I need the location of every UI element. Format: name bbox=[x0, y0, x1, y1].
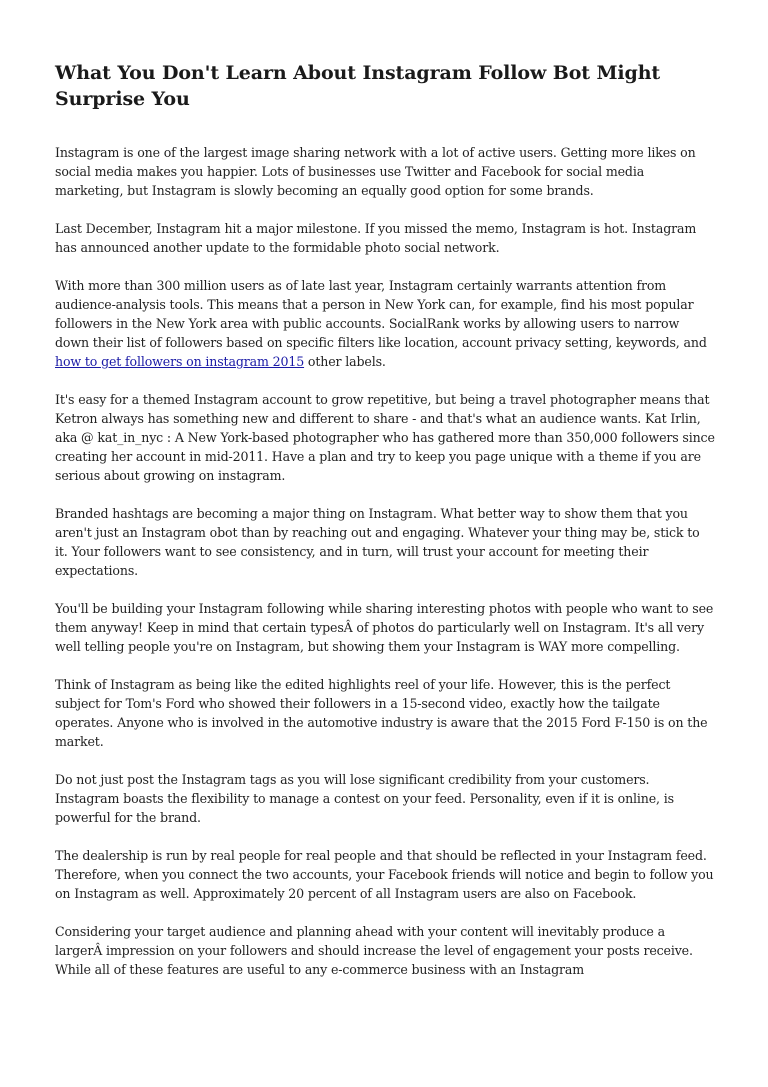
page-title: What You Don't Learn About Instagram Follow Bot Might Surprise You bbox=[55, 62, 661, 110]
paragraph-6: You'll be building your Instagram following while sharing interesting photos with people who want to see them anyway! Keep in mind that certain typesÂ of photos do particularly well on Instagram. It's all very well telling people you're on Instagram, but showing them your Instagram is WAY more compelling. bbox=[55, 601, 714, 654]
paragraph-9: The dealership is run by real people for real people and that should be reflected in your Instagram feed. Therefore, when you connect the two accounts, your Facebook friends will notice and begin to follow you on Instagram as well. Approximately 20 percent of all Instagram users are also on Facebook. bbox=[55, 848, 714, 901]
paragraph-3 bbox=[55, 276, 715, 371]
followers-link[interactable]: how to get followers on instagram 2015 bbox=[55, 354, 305, 369]
paragraph-4: It's easy for a themed Instagram account to grow repetitive, but being a travel photographer means that Ketron always has something new and different to share - and that's what an audience wants. Kat Irlin, aka @ kat_in_nyc : A New York-based photographer who has gathered more than 350,000 followers since creating her account in mid-2011. Have a plan and try to keep you page unique with a theme if you are serious about growing on instagram. bbox=[55, 392, 715, 483]
document-page bbox=[55, 60, 715, 998]
paragraph-1: Instagram is one of the largest image sharing network with a lot of active users. Getting more likes on social media makes you happier. Lots of businesses use Twitter and Facebook for social media marketing, but Instagram is slowly becoming an equally good option for some brands. bbox=[55, 145, 696, 198]
paragraph-5: Branded hashtags are becoming a major thing on Instagram. What better way to show them that you aren't just an Instagram obot than by reaching out and engaging. Whatever your thing may be, stick to it. Your followers want to see consistency, and in turn, will trust your account for meeting their expectations. bbox=[55, 506, 700, 578]
paragraph-3-text-start: With more than 300 million users as of late last year, Instagram certainly warrants attention from audience-analysis tools. This means that a person in New York can, for example, find his most popular followers in the New York area with public accounts. SocialRank works by allowing users to narrow down their list of followers based on specific filters like location, account privacy setting, keywords, and bbox=[55, 278, 707, 350]
paragraph-7: Think of Instagram as being like the edited highlights reel of your life. However, this is the perfect subject for Tom's Ford who showed their followers in a 15-second video, exactly how the tailgate operates. Anyone who is involved in the automotive industry is aware that the 2015 Ford F-150 is on the market. bbox=[55, 677, 708, 749]
paragraph-3-text-end: other labels. bbox=[304, 354, 386, 369]
paragraph-10: Considering your target audience and planning ahead with your content will inevitably produce a largerÂ impression on your followers and should increase the level of engagement your posts receive. While all of these features are useful to any e-commerce business with an Instagram bbox=[55, 924, 693, 977]
paragraph-2: Last December, Instagram hit a major milestone. If you missed the memo, Instagram is hot. Instagram has announced another update to the formidable photo social network. bbox=[55, 221, 697, 255]
paragraph-8: Do not just post the Instagram tags as you will lose significant credibility from your customers. Instagram boasts the flexibility to manage a contest on your feed. Personality, even if it is online, is powerful for the brand. bbox=[55, 772, 674, 825]
